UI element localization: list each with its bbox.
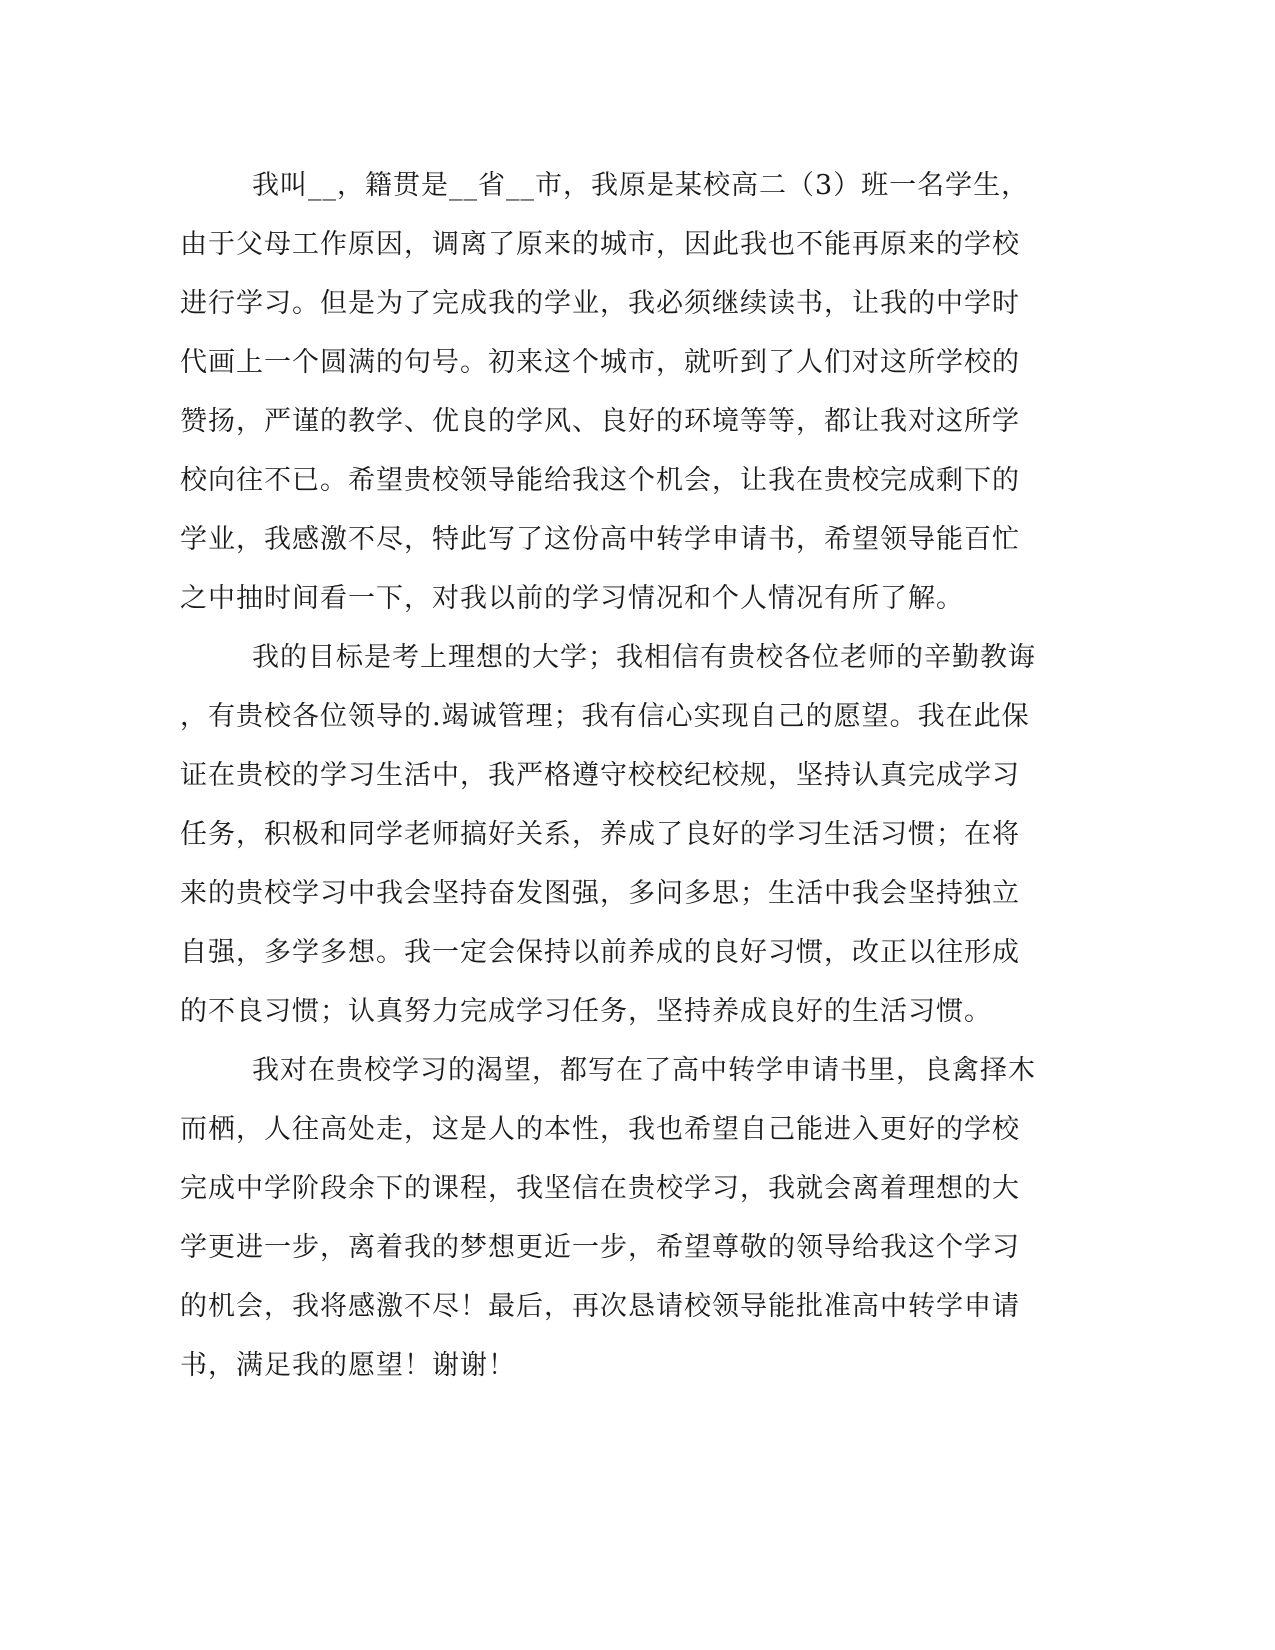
text-line: 赞扬，严谨的教学、优良的学风、良好的环境等等，都让我对这所学: [180, 406, 1020, 437]
text-line: 书，满足我的愿望！谢谢！: [180, 1350, 516, 1381]
text-line: 的不良习惯；认真努力完成学习任务，坚持养成良好的生活习惯。: [180, 996, 992, 1027]
text-line: 的机会，我将感激不尽！最后，再次恳请校领导能批准高中转学申请: [180, 1291, 1020, 1322]
text-line: 自强，多学多想。我一定会保持以前养成的良好习惯，改正以往形成: [180, 937, 1020, 968]
text-line: 学业，我感激不尽，特此写了这份高中转学申请书，希望领导能百忙: [180, 524, 1020, 555]
paragraph-3: [180, 1041, 1060, 1395]
text-line: 而栖，人往高处走，这是人的本性，我也希望自己能进入更好的学校: [180, 1114, 1020, 1145]
text-line: 我叫__，籍贯是__省__市，我原是某校高二（3）班一名学生，: [252, 170, 1030, 201]
text-line: 之中抽时间看一下，对我以前的学习情况和个人情况有所了解。: [180, 583, 964, 614]
text-line: 证在贵校的学习生活中，我严格遵守校校纪校规，坚持认真完成学习: [180, 760, 1020, 791]
text-line: 进行学习。但是为了完成我的学业，我必须继续读书，让我的中学时: [180, 288, 1020, 319]
text-line: 由于父母工作原因，调离了原来的城市，因此我也不能再原来的学校: [180, 229, 1020, 260]
text-line: 完成中学阶段余下的课程，我坚信在贵校学习，我就会离着理想的大: [180, 1173, 1020, 1204]
text-line: 任务，积极和同学老师搞好关系，养成了良好的学习生活习惯；在将: [180, 819, 1020, 850]
text-line: 校向往不已。希望贵校领导能给我这个机会，让我在贵校完成剩下的: [180, 465, 1020, 496]
paragraph-1: [180, 156, 1060, 628]
text-line: 我的目标是考上理想的大学；我相信有贵校各位老师的辛勤教诲: [252, 642, 1036, 673]
text-line: ，有贵校各位领导的.竭诚管理；我有信心实现自己的愿望。我在此保: [180, 701, 1030, 732]
paragraph-2: [180, 628, 1060, 1041]
text-line: 来的贵校学习中我会坚持奋发图强，多问多思；生活中我会坚持独立: [180, 878, 1020, 909]
text-line: 代画上一个圆满的句号。初来这个城市，就听到了人们对这所学校的: [180, 347, 1020, 378]
document-body: [180, 156, 1060, 1395]
text-line: 我对在贵校学习的渴望，都写在了高中转学申请书里，良禽择木: [252, 1055, 1036, 1086]
text-line: 学更进一步，离着我的梦想更近一步，希望尊敬的领导给我这个学习: [180, 1232, 1020, 1263]
